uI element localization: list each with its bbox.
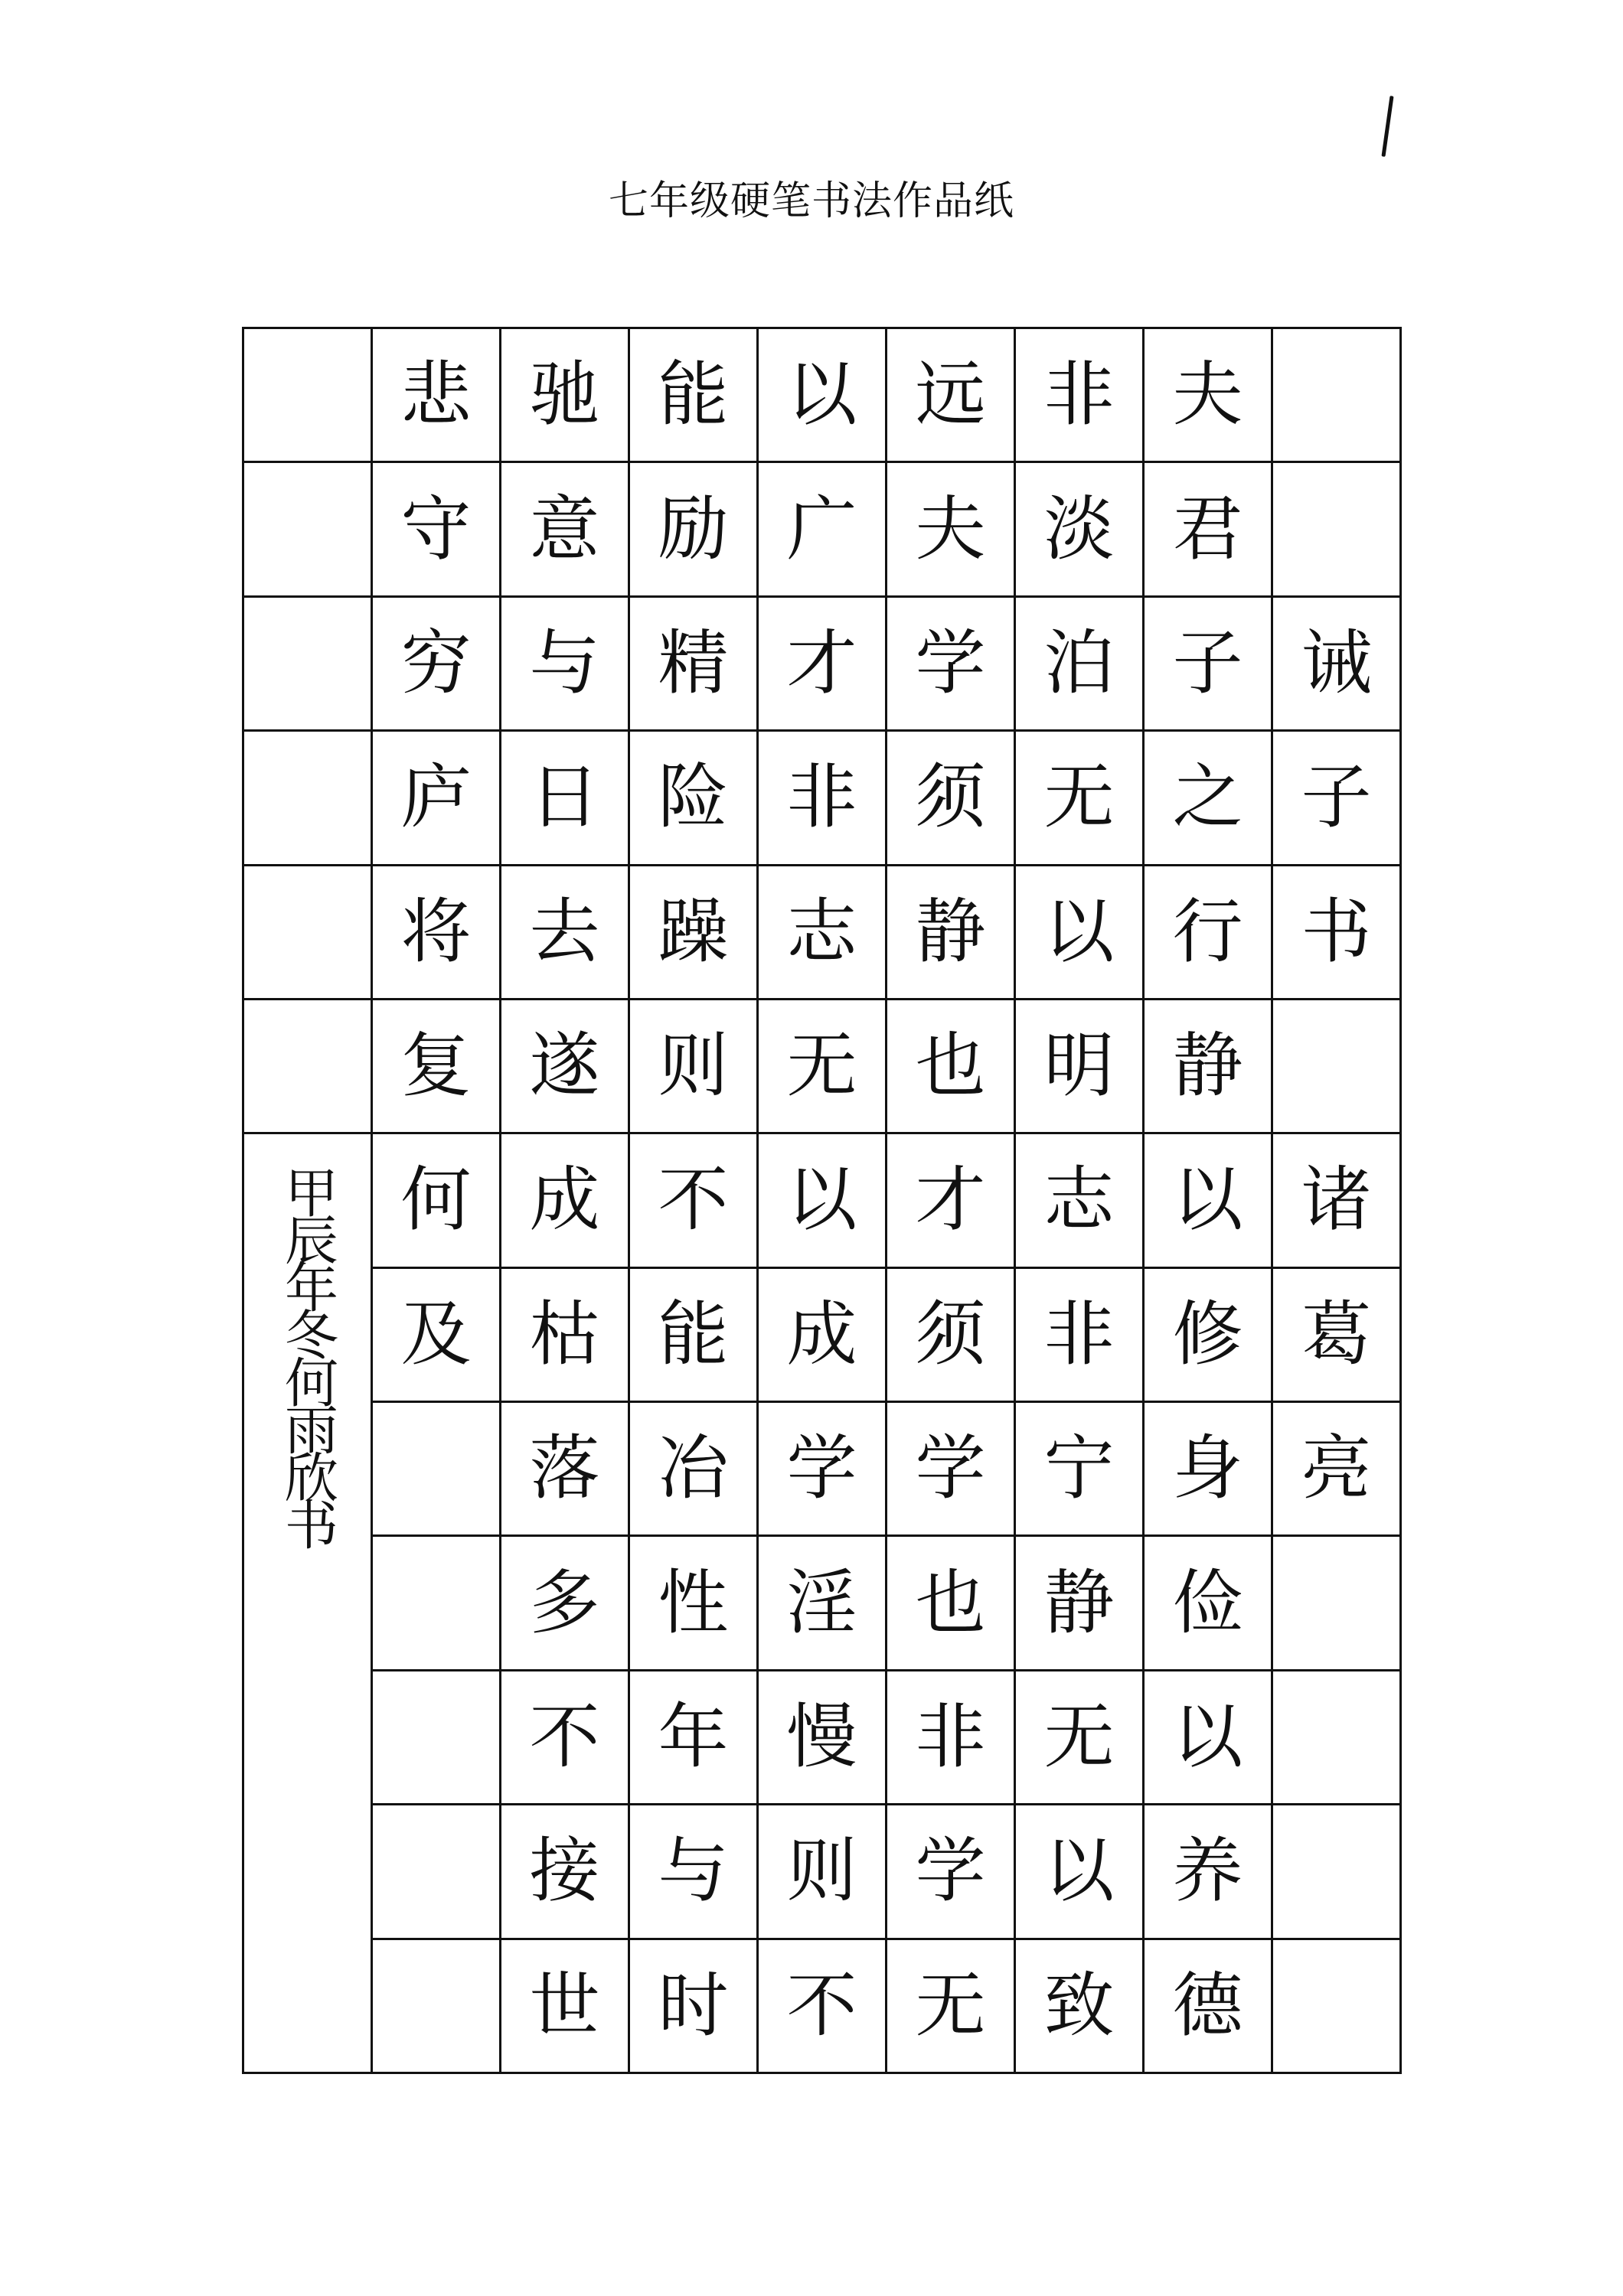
grid-cell: 躁: [630, 866, 759, 1000]
grid-cell: 夫: [887, 463, 1016, 597]
grid-cell: 学: [759, 1403, 887, 1537]
grid-cell: 无: [887, 1940, 1016, 2074]
grid-cell: 穷: [373, 598, 501, 732]
grid-cell: [1273, 329, 1402, 463]
grid-cell: 以: [1016, 866, 1145, 1000]
grid-cell: 与: [630, 1805, 759, 1939]
grid-cell: 精: [630, 598, 759, 732]
writing-grid: [242, 327, 1402, 2074]
grid-cell: 子: [1145, 598, 1273, 732]
grid-cell: 非: [1016, 329, 1145, 463]
grid-cell: 不: [759, 1940, 887, 2074]
grid-cell: 学: [887, 598, 1016, 732]
grid-cell: 落: [501, 1403, 630, 1537]
grid-cell: 接: [501, 1805, 630, 1939]
grid-cell: 成: [759, 1269, 887, 1403]
grid-cell: 与: [501, 598, 630, 732]
grid-cell: [373, 1805, 501, 1939]
grid-cell: 守: [373, 463, 501, 597]
grid-cell: 能: [630, 1269, 759, 1403]
grid-cell: 淡: [1016, 463, 1145, 597]
grid-cell: 夫: [1145, 329, 1273, 463]
grid-cell: 多: [501, 1537, 630, 1671]
grid-cell: [1273, 1940, 1402, 2074]
grid-cell: 淫: [759, 1537, 887, 1671]
grid-cell: [244, 1000, 373, 1134]
corner-stroke-mark: [1381, 96, 1393, 157]
grid-cell: 意: [501, 463, 630, 597]
grid-cell: 广: [759, 463, 887, 597]
grid-cell: 书: [1273, 866, 1402, 1000]
grid-cell: [373, 1537, 501, 1671]
grid-cell: 诫: [1273, 598, 1402, 732]
grid-cell: 以: [759, 329, 887, 463]
grid-cell: 遂: [501, 1000, 630, 1134]
grid-cell: 不: [630, 1134, 759, 1268]
grid-cell: 及: [373, 1269, 501, 1403]
grid-cell: 以: [1145, 1134, 1273, 1268]
grid-cell: [244, 866, 373, 1000]
grid-cell: 去: [501, 866, 630, 1000]
grid-cell: 子: [1273, 732, 1402, 866]
grid-cell: 学: [887, 1805, 1016, 1939]
grid-cell: 世: [501, 1940, 630, 2074]
page-title: 七年级硬笔书法作品纸: [608, 178, 1014, 224]
grid-cell: 年: [630, 1671, 759, 1805]
grid-cell: 君: [1145, 463, 1273, 597]
grid-cell: 远: [887, 329, 1016, 463]
grid-cell: [244, 598, 373, 732]
grid-cell: 也: [887, 1000, 1016, 1134]
grid-cell: 才: [887, 1134, 1016, 1268]
grid-cell: [373, 1940, 501, 2074]
grid-cell: 不: [501, 1671, 630, 1805]
grid-cell: 无: [1016, 1671, 1145, 1805]
grid-cell: 修: [1145, 1269, 1273, 1403]
grid-cell: [1273, 1671, 1402, 1805]
grid-cell: 明: [1016, 1000, 1145, 1134]
grid-cell: 才: [759, 598, 887, 732]
grid-cell: 则: [759, 1805, 887, 1939]
grid-cell: 须: [887, 1269, 1016, 1403]
grid-cell: 无: [1016, 732, 1145, 866]
grid-cell: 学: [887, 1403, 1016, 1537]
grid-cell: 养: [1145, 1805, 1273, 1939]
grid-cell: 励: [630, 463, 759, 597]
signature-text: 甲辰年冬何雨欣书: [276, 1165, 339, 1545]
grid-cell: 宁: [1016, 1403, 1145, 1537]
grid-cell: [1273, 463, 1402, 597]
grid-cell: 静: [1145, 1000, 1273, 1134]
grid-cell: 俭: [1145, 1537, 1273, 1671]
grid-cell: 非: [759, 732, 887, 866]
grid-cell: 驰: [501, 329, 630, 463]
grid-cell: 身: [1145, 1403, 1273, 1537]
grid-cell: [1273, 1000, 1402, 1134]
grid-cell: 也: [887, 1537, 1016, 1671]
grid-cell: 复: [373, 1000, 501, 1134]
grid-cell: 静: [1016, 1537, 1145, 1671]
grid-cell: 以: [1145, 1671, 1273, 1805]
grid-cell: [244, 732, 373, 866]
grid-cell: 志: [759, 866, 887, 1000]
signature-cell: [244, 1134, 373, 2074]
grid-cell: 葛: [1273, 1269, 1402, 1403]
grid-cell: 致: [1016, 1940, 1145, 2074]
grid-cell: [1273, 1537, 1402, 1671]
grid-cell: 非: [1016, 1269, 1145, 1403]
grid-cell: 能: [630, 329, 759, 463]
grid-cell: 庐: [373, 732, 501, 866]
grid-cell: 须: [887, 732, 1016, 866]
grid-cell: 何: [373, 1134, 501, 1268]
grid-cell: 则: [630, 1000, 759, 1134]
grid-cell: 亮: [1273, 1403, 1402, 1537]
grid-cell: 之: [1145, 732, 1273, 866]
grid-cell: 枯: [501, 1269, 630, 1403]
grid-cell: 静: [887, 866, 1016, 1000]
grid-cell: 将: [373, 866, 501, 1000]
grid-cell: 险: [630, 732, 759, 866]
grid-cell: 德: [1145, 1940, 1273, 2074]
grid-cell: 泊: [1016, 598, 1145, 732]
grid-cell: [373, 1671, 501, 1805]
grid-cell: [1273, 1805, 1402, 1939]
grid-cell: 冶: [630, 1403, 759, 1537]
grid-cell: 以: [759, 1134, 887, 1268]
grid-cell: [373, 1403, 501, 1537]
grid-cell: 志: [1016, 1134, 1145, 1268]
grid-cell: 悲: [373, 329, 501, 463]
grid-cell: [244, 463, 373, 597]
grid-cell: 日: [501, 732, 630, 866]
grid-cell: 行: [1145, 866, 1273, 1000]
grid-cell: 慢: [759, 1671, 887, 1805]
grid-cell: 非: [887, 1671, 1016, 1805]
grid-cell: [244, 329, 373, 463]
grid-cell: 以: [1016, 1805, 1145, 1939]
grid-cell: 无: [759, 1000, 887, 1134]
grid-cell: 时: [630, 1940, 759, 2074]
grid-cell: 成: [501, 1134, 630, 1268]
grid-cell: 性: [630, 1537, 759, 1671]
grid-cell: 诸: [1273, 1134, 1402, 1268]
